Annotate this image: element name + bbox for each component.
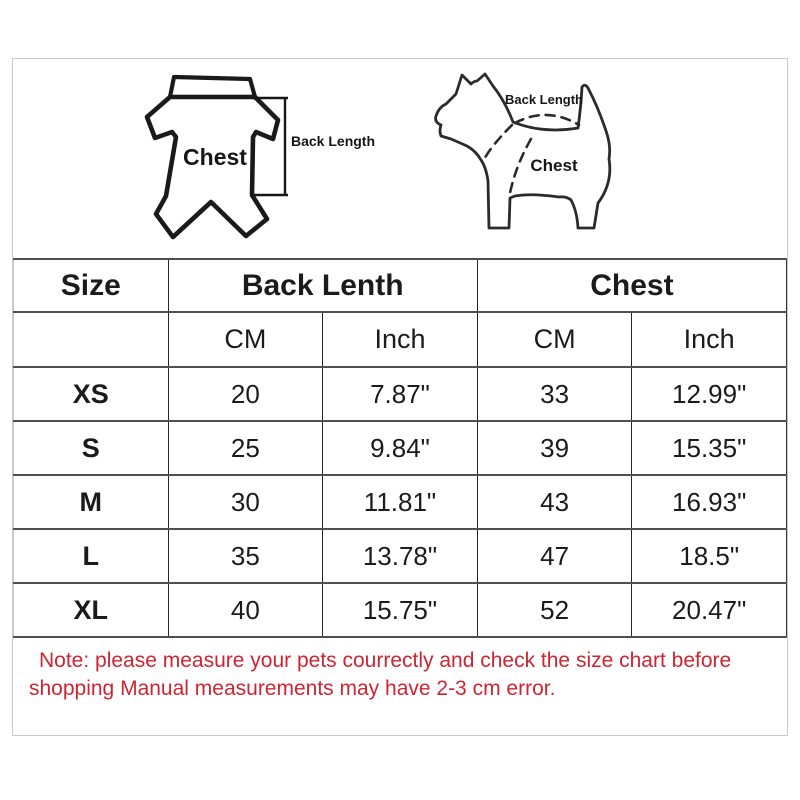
table-row-xl [14,583,787,637]
header-chest: Chest [477,259,786,312]
unit-empty-cell [14,312,169,367]
unit-back-inch: Inch [323,312,478,367]
size-cell: M [14,475,169,529]
dog-diagram [431,61,623,255]
back-inch-cell: 15.75" [323,583,478,637]
back-cm-cell: 35 [168,529,323,583]
size-cell: S [14,421,169,475]
chest-inch-cell: 18.5" [632,529,787,583]
chest-cm-cell: 33 [477,367,632,421]
back-cm-cell: 40 [168,583,323,637]
table-row-m [14,475,787,529]
garment-collar-shape [170,77,255,97]
chest-inch-cell: 20.47" [632,583,787,637]
size-cell: XL [14,583,169,637]
chest-cm-cell: 52 [477,583,632,637]
table-unit-row [14,312,787,367]
chest-inch-cell: 15.35" [632,421,787,475]
chest-inch-cell: 12.99" [632,367,787,421]
size-chart-panel [12,58,788,736]
back-inch-cell: 13.78" [323,529,478,583]
unit-chest-inch: Inch [632,312,787,367]
note-line-2: shopping Manual measurements may have 2-3 cm error. [29,676,556,700]
header-size: Size [14,259,169,312]
note-line-1: Note: please measure your pets courrectly and check the size chart before [39,649,732,672]
table-row-s [14,421,787,475]
measurement-illustrations [13,59,787,258]
measurement-note [13,638,787,722]
back-inch-cell: 7.87" [323,367,478,421]
back-inch-cell: 9.84" [323,421,478,475]
chest-cm-cell: 39 [477,421,632,475]
back-inch-cell: 11.81" [323,475,478,529]
unit-chest-cm: CM [477,312,632,367]
back-cm-cell: 25 [168,421,323,475]
table-row-l [14,529,787,583]
back-cm-cell: 20 [168,367,323,421]
size-table [13,258,787,638]
table-header-row [14,259,787,312]
size-cell: XS [14,367,169,421]
chest-cm-cell: 47 [477,529,632,583]
garment-back-length-label: Back Length [291,133,376,149]
unit-back-cm: CM [168,312,323,367]
dog-chest-label: Chest [530,156,578,175]
dog-back-length-label: Back Length [504,92,584,107]
chest-cm-cell: 43 [477,475,632,529]
back-cm-cell: 30 [168,475,323,529]
table-row-xs [14,367,787,421]
garment-chest-label: Chest [183,144,247,170]
garment-diagram [139,62,394,255]
chest-inch-cell: 16.93" [632,475,787,529]
header-back-length: Back Lenth [168,259,477,312]
size-cell: L [14,529,169,583]
